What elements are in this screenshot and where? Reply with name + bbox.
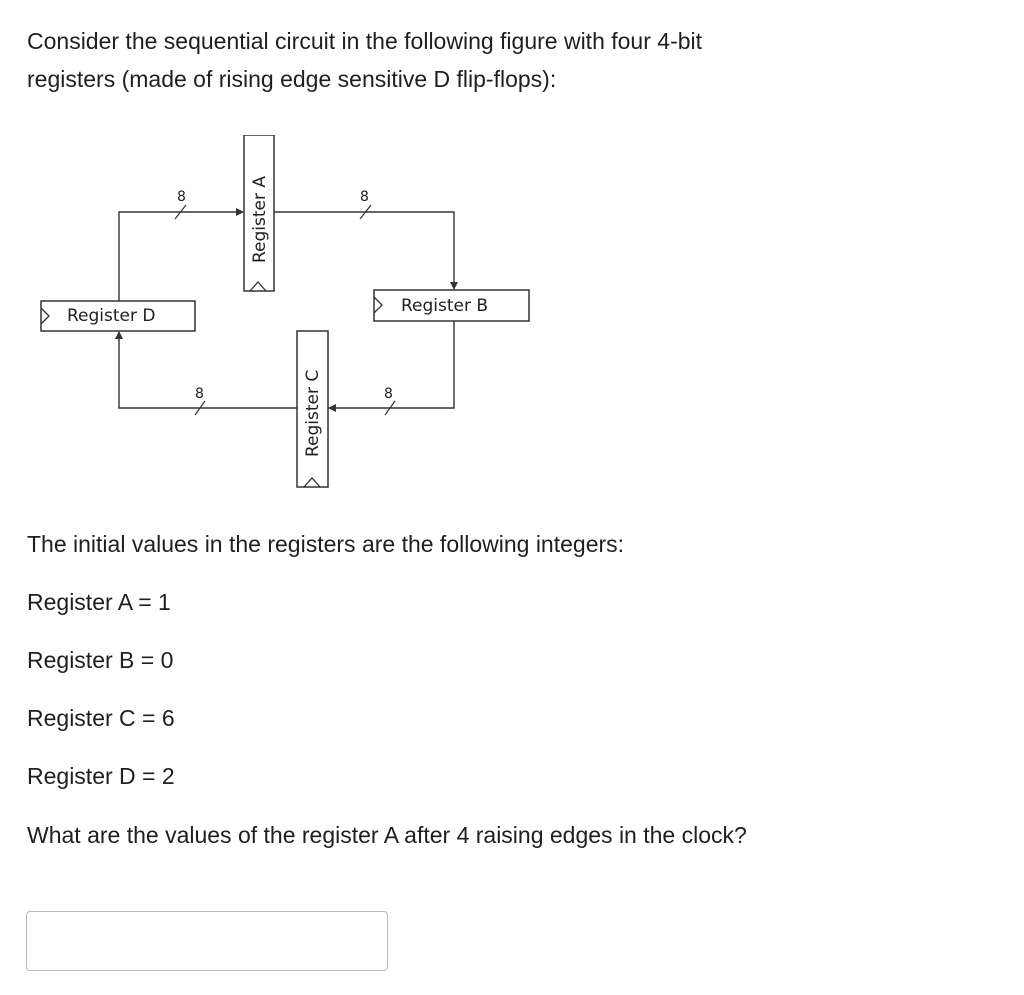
register-c-block <box>297 331 328 487</box>
bus-width-a-to-b: 8 <box>360 189 369 205</box>
circuit-diagram <box>38 135 538 495</box>
wire-c-to-d <box>119 332 297 408</box>
register-b-block <box>374 290 529 321</box>
register-d-initial-value: Register D = 2 <box>27 763 175 789</box>
intro-line-1: Consider the sequential circuit in the following figure with four 4-bit <box>27 28 703 54</box>
register-d-block <box>41 301 195 331</box>
question-intro <box>27 22 987 98</box>
intro-line-2: registers (made of rising edge sensitive D flip-flops): <box>27 66 557 92</box>
answer-input[interactable] <box>26 911 388 971</box>
register-a-label: Register A <box>250 175 270 263</box>
wire-a-to-b <box>274 212 454 289</box>
bus-width-d-to-a: 8 <box>177 189 186 205</box>
question-prompt: What are the values of the register A after 4 raising edges in the clock? <box>27 822 747 848</box>
register-d-label: Register D <box>67 306 156 326</box>
register-a-block <box>244 135 274 291</box>
initial-values-heading: The initial values in the registers are the following integers: <box>27 531 625 557</box>
register-a-initial-value: Register A = 1 <box>27 589 171 615</box>
register-b-initial-value: Register B = 0 <box>27 647 174 673</box>
wire-d-to-a <box>119 212 243 301</box>
register-c-initial-value: Register C = 6 <box>27 705 175 731</box>
bus-width-c-to-d: 8 <box>195 386 204 402</box>
register-b-label: Register B <box>401 296 489 316</box>
bus-width-b-to-c: 8 <box>384 386 393 402</box>
register-c-label: Register C <box>303 369 323 457</box>
